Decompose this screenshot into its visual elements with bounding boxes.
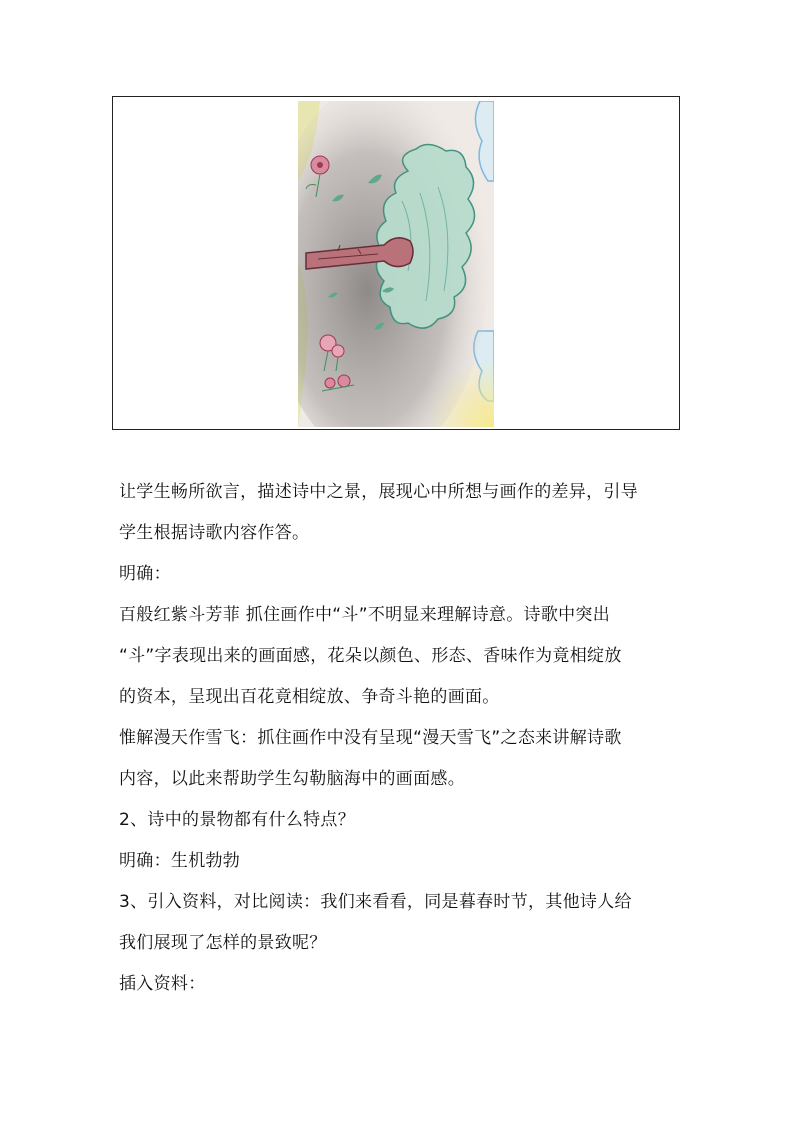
- paragraph-10: 明确：生机勃勃: [119, 851, 241, 871]
- paragraph-2: 学生根据诗歌内容作答。: [119, 523, 310, 543]
- paragraph-5: “斗”字表现出来的画面感，花朵以颜色、形态、香味作为竟相绽放: [119, 646, 622, 666]
- paragraph-8: 内容，以此来帮助学生勾勒脑海中的画面感。: [119, 769, 465, 789]
- paragraph-3: 明确：: [119, 564, 171, 584]
- paragraph-12: 我们展现了怎样的景致呢？: [119, 933, 327, 953]
- paragraph-1: 让学生畅所欲言，描述诗中之景，展现心中所想与画作的差异，引导: [119, 482, 638, 502]
- figure-frame: [112, 96, 680, 430]
- paragraph-7: 惟解漫天作雪飞：抓住画作中没有呈现“漫天雪飞”之态来讲解诗歌: [119, 728, 622, 748]
- paragraph-4: 百般红紫斗芳菲 抓住画作中“斗”不明显来理解诗意。诗歌中突出: [119, 605, 611, 625]
- paragraph-11: 3、引入资料，对比阅读：我们来看看，同是暮春时节，其他诗人给: [119, 892, 632, 912]
- paragraph-9: 2、诗中的景物都有什么特点？: [119, 810, 356, 830]
- paragraph-6: 的资本，呈现出百花竟相绽放、争奇斗艳的画面。: [119, 687, 500, 707]
- paragraph-13: 插入资料：: [119, 974, 206, 994]
- student-drawing-photo: [298, 101, 494, 427]
